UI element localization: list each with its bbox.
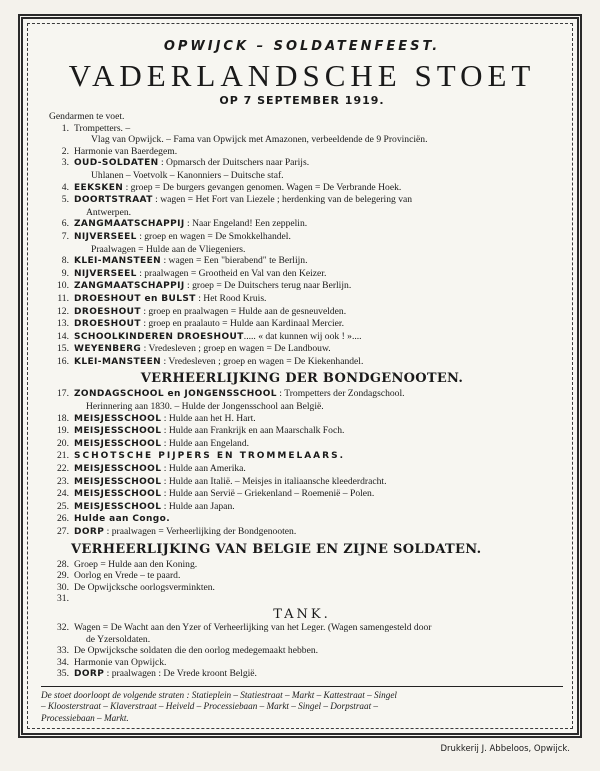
item-group: DROESHOUT en BULST — [74, 293, 196, 304]
list-item — [41, 306, 563, 319]
item-text: : wagen = Een "bierabend" te Berlijn. — [161, 255, 308, 267]
item-group: Hulde aan Congo. — [74, 514, 171, 525]
item-number: 7. — [61, 230, 69, 242]
item-text: Praalwagen = Hulde aan de Vliegeniers. — [91, 243, 246, 255]
list-item — [41, 280, 563, 293]
item-number: 9. — [61, 267, 69, 279]
item-text: Wagen = De Wacht aan den Yzer of Verheerlijking van het Leger. (Wagen samengesteld door — [74, 621, 432, 633]
list-item — [41, 513, 563, 526]
item-text: Uhlanen – Voetvolk – Kanonniers – Duitsche staf. — [91, 169, 284, 181]
item-group: SCHOOLKINDEREN DROESHOUT — [74, 331, 244, 342]
item-number: 11. — [57, 292, 69, 304]
item-group: MEISJESSCHOOL — [74, 501, 162, 512]
item-text: : Trompetters der Zondagschool. — [276, 388, 405, 400]
list-item — [41, 622, 563, 634]
item-number: 33. — [57, 645, 69, 657]
list-item — [41, 293, 563, 306]
list-item — [41, 438, 563, 451]
item-group: NIJVERSEEL — [74, 268, 137, 279]
item-group: NIJVERSEEL — [74, 231, 137, 242]
item-group: MEISJESSCHOOL — [74, 489, 162, 500]
item-text: ..... « dat kunnen wij ook ! ».... — [243, 330, 362, 342]
item-group: DROESHOUT — [74, 306, 141, 317]
procession-list-1 — [41, 123, 563, 369]
item-number: 24. — [57, 488, 69, 500]
item-text: : groep en praalauto = Hulde aan Kardinaal Mercier. — [140, 318, 344, 330]
poster-frame — [18, 14, 582, 738]
item-text: Harmonie van Baerdegem. — [74, 145, 178, 157]
item-group: ZANGMAATSCHAPPIJ — [74, 219, 185, 230]
item-text: : praalwagen : De Vrede kroont België. — [104, 668, 257, 680]
item-group: MEISJESSCHOOL — [74, 413, 162, 424]
list-item — [41, 501, 563, 514]
item-text: Vlag van Opwijck. – Fama van Opwijck met Amazonen, verbeeldende de 9 Provinciën. — [91, 134, 428, 146]
section-pijpers: SCHOTSCHE PIJPERS EN TROMMELAARS. — [74, 451, 345, 462]
list-item — [41, 356, 563, 369]
route-line-1: De stoet doorloopt de volgende straten : Statieplein – Statiestraat – Markt – Kattestraat – Singel — [41, 689, 397, 700]
item-number: 13. — [57, 318, 69, 330]
list-item — [41, 331, 563, 344]
item-number: 26. — [57, 513, 69, 525]
list-item — [41, 123, 563, 135]
list-item — [41, 645, 563, 657]
item-text: Harmonie van Opwijck. — [74, 656, 167, 668]
intro-line: Gendarmen te voet. — [49, 111, 125, 122]
item-number: 23. — [57, 475, 69, 487]
item-number: 32. — [57, 621, 69, 633]
list-item — [41, 450, 563, 463]
item-number: 5. — [61, 194, 69, 206]
item-text: de Yzersoldaten. — [86, 633, 151, 645]
item-text: : Hulde aan Engeland. — [161, 437, 250, 449]
item-number: 35. — [57, 668, 69, 680]
item-number: 6. — [61, 218, 69, 230]
item-number: 10. — [57, 280, 69, 292]
procession-list-2 — [41, 388, 563, 450]
item-text: : Opmarsch der Duitschers naar Parijs. — [158, 157, 310, 169]
procession-list-5 — [41, 622, 563, 681]
item-number: 22. — [57, 463, 69, 475]
item-text: : groep = De burgers gevangen genomen. Wagen = De Verbrande Hoek. — [123, 181, 402, 193]
item-group: KLEI-MANSTEEN — [74, 256, 162, 267]
list-item — [41, 170, 563, 182]
route-line-2: – Kloosterstraat – Klaverstraat – Heiveld – Processiebaan – Markt – Singel – Dorpstraat – — [41, 701, 379, 712]
list-item — [41, 401, 563, 413]
item-text: : Hulde aan het H. Hart. — [161, 412, 256, 424]
item-group: MEISJESSCHOOL — [74, 464, 162, 475]
item-text: : praalwagen = Verheerlijking der Bondgenooten. — [104, 526, 297, 537]
item-text: : Hulde aan Japan. — [161, 500, 235, 512]
list-item — [41, 668, 563, 681]
item-number: 25. — [57, 500, 69, 512]
list-item — [41, 413, 563, 426]
item-number: 14. — [57, 330, 69, 342]
item-text: De Opwijcksche oorlogsverminkten. — [74, 581, 215, 593]
item-number: 3. — [61, 157, 69, 169]
list-item — [41, 157, 563, 170]
item-group: MEISJESSCHOOL — [74, 438, 162, 449]
item-text: : Hulde aan Frankrijk en aan Maarschalk Foch. — [161, 425, 345, 437]
item-text: Herinnering aan 1830. – Hulde der Jongensschool aan België. — [86, 401, 324, 413]
item-number: 17. — [57, 388, 69, 400]
item-group: DORP — [74, 669, 105, 680]
item-group: DORP — [74, 527, 105, 537]
item-group: DOORTSTRAAT — [74, 195, 153, 206]
item-number: 28. — [57, 558, 69, 570]
list-item — [41, 526, 563, 539]
item-text: : groep en praalwagen = Hulde aan de gesneuvelden. — [140, 305, 347, 317]
list-item — [41, 559, 563, 571]
list-item — [41, 194, 563, 207]
list-item — [41, 593, 563, 605]
item-number: 31. — [57, 593, 69, 605]
section-belgie: VERHEERLIJKING VAN BELGIE EN ZIJNE SOLDATEN. — [71, 541, 482, 557]
footer-divider — [41, 686, 563, 687]
list-item — [41, 244, 563, 256]
item-number: 2. — [61, 145, 69, 157]
list-item — [41, 207, 563, 219]
list-item — [41, 231, 563, 244]
route-text — [41, 690, 563, 725]
procession-list-4 — [41, 559, 563, 605]
poster-title: VADERLANDSCHE STOET — [68, 58, 536, 93]
item-number: 18. — [57, 412, 69, 424]
item-text: : Het Rood Kruis. — [195, 292, 267, 304]
item-text: De Opwijcksche soldaten die den oorlog medegemaakt hebben. — [74, 645, 319, 657]
item-text: Trompetters. – — [74, 122, 131, 134]
item-text: Oorlog en Vrede – te paard. — [74, 570, 181, 582]
list-item — [41, 218, 563, 231]
item-text: : wagen = Het Fort van Liezele ; herdenking van de belegering van — [152, 194, 413, 206]
list-item — [41, 182, 563, 195]
item-number: 12. — [57, 305, 69, 317]
item-group: ZANGMAATSCHAPPIJ — [74, 281, 185, 292]
section-bondgenooten: VERHEERLIJKING DER BONDGENOOTEN. — [140, 371, 464, 387]
list-item — [41, 488, 563, 501]
item-number: 15. — [57, 343, 69, 355]
item-number: 30. — [57, 581, 69, 593]
item-text: : groep en wagen = De Smokkelhandel. — [136, 230, 291, 242]
printer-credit: Drukkerij J. Abbeloos, Opwijck. — [440, 744, 570, 754]
list-item — [41, 425, 563, 438]
item-group: WEYENBERG — [74, 344, 142, 355]
section-tank: TANK. — [273, 606, 331, 622]
item-number: 20. — [57, 437, 69, 449]
item-group: EEKSKEN — [74, 182, 124, 193]
list-item — [41, 582, 563, 594]
item-text: Groep = Hulde aan den Koning. — [74, 558, 198, 570]
item-group: MEISJESSCHOOL — [74, 426, 162, 437]
item-group: OUD-SOLDATEN — [74, 158, 159, 169]
item-group: DROESHOUT — [74, 319, 141, 330]
list-item — [41, 268, 563, 281]
list-item — [41, 134, 563, 146]
item-number: 29. — [57, 570, 69, 582]
item-text: : praalwagen = Grootheid en Val van den Keizer. — [136, 267, 327, 279]
list-item — [41, 463, 563, 476]
item-text: : Vredesleven ; groep en wagen = De Landbouw. — [141, 343, 331, 355]
item-number: 16. — [57, 355, 69, 367]
list-item — [41, 318, 563, 331]
item-text: : Vredesleven ; groep en wagen = De Kiekenhandel. — [161, 355, 364, 367]
list-item — [41, 570, 563, 582]
list-item — [41, 476, 563, 489]
event-date: OP 7 SEPTEMBER 1919. — [219, 94, 385, 107]
list-item — [41, 255, 563, 268]
item-text: : Hulde aan Amerika. — [161, 463, 246, 475]
list-item — [41, 343, 563, 356]
item-number: 27. — [57, 526, 69, 537]
item-number: 21. — [57, 450, 69, 462]
poster-content — [41, 39, 563, 723]
route-line-3: Processiebaan – Markt. — [41, 712, 129, 723]
item-number: 8. — [61, 255, 69, 267]
item-text: Antwerpen. — [86, 206, 132, 218]
item-text: : Naar Engeland! Een zeppelin. — [184, 218, 308, 230]
item-text: : Hulde aan Italië. – Meisjes in italiaansche kleederdracht. — [161, 475, 387, 487]
list-item — [41, 146, 563, 158]
item-group: KLEI-MANSTEEN — [74, 356, 162, 367]
list-item — [41, 634, 563, 646]
list-item — [41, 657, 563, 669]
item-number: 4. — [61, 181, 69, 193]
item-number: 34. — [57, 656, 69, 668]
list-item — [41, 388, 563, 401]
item-number: 1. — [61, 122, 69, 134]
item-text: : Hulde aan Servië – Griekenland – Roemenië – Polen. — [161, 488, 375, 500]
item-group: ZONDAGSCHOOL en JONGENSSCHOOL — [74, 389, 277, 400]
procession-list-3 — [41, 463, 563, 539]
item-group: MEISJESSCHOOL — [74, 476, 162, 487]
item-text: : groep = De Duitschers terug naar Berlijn. — [184, 280, 352, 292]
item-number: 19. — [57, 425, 69, 437]
banner: OPWIJCK – SOLDATENFEEST. — [163, 39, 441, 54]
